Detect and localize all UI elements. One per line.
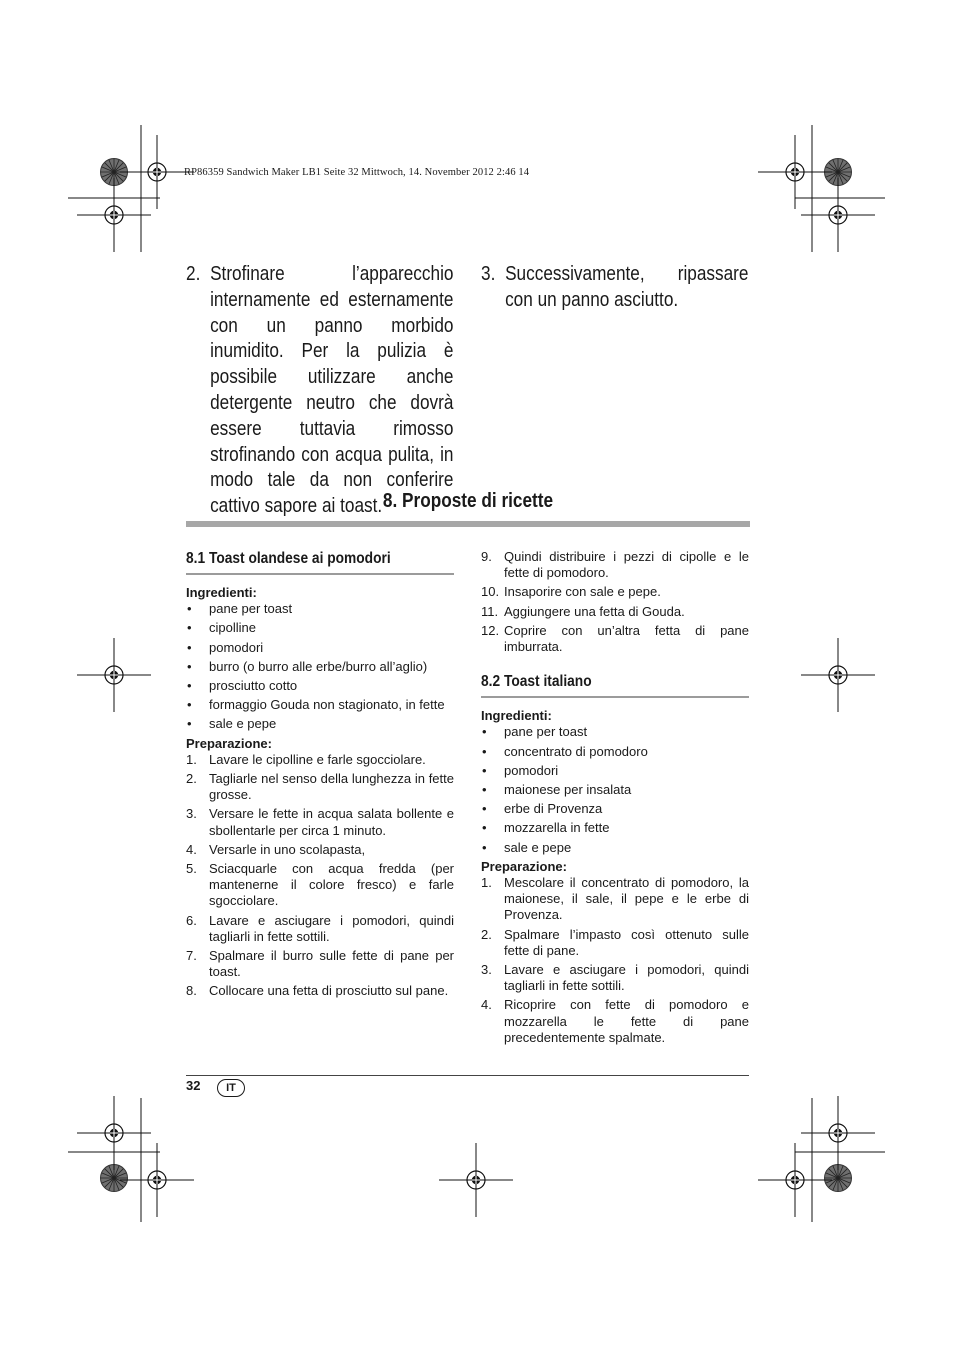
preparation-label: Preparazione: <box>186 735 272 751</box>
list-item: 1. Lavare le cipolline e farle sgocciolare. <box>186 751 426 767</box>
list-item: 8. Collocare una fetta di prosciutto sul pane. <box>186 983 449 999</box>
preparation-label: Preparazione: <box>481 858 567 874</box>
list-item: • sale e pepe <box>481 840 749 856</box>
list-item: 3. Lavare e asciugare i pomodori, quindi tagliarli in fette sottili. <box>481 962 749 994</box>
step-text: Strofinare l’apparecchio internamente ed esternamente con un panno morbido inumidito. Per la pulizia è possibile utilizzare anche detergente neutro che dovrà essere tuttavia rimosso strofinando con acqua pulita, in modo tale da non conferire cattivo sapore ai toast. <box>210 263 454 518</box>
list-item: 3. Versare le fette in acqua salata bollente e sbollentarle per circa 1 minuto. <box>186 806 454 838</box>
recipe-title: 8.1 Toast olandese ai pomodori <box>186 550 391 567</box>
section-rule <box>186 521 750 527</box>
ingredients-label: Ingredienti: <box>481 708 552 724</box>
list-item: • formaggio Gouda non stagionato, in fette <box>186 697 454 713</box>
ingredients-list <box>186 601 454 732</box>
ingredients-label: Ingredienti: <box>186 585 257 600</box>
preparation-list-continued <box>481 549 749 655</box>
preparation-list <box>186 752 454 1000</box>
list-item: 2. Tagliarle nel senso della lunghezza in fette grosse. <box>186 771 454 803</box>
list-item: 4. Versarle in uno scolapasta, <box>186 841 366 857</box>
recipe-title: 8.2 Toast italiano <box>481 673 592 691</box>
list-item: • pane per toast <box>481 724 749 740</box>
list-item: • concentrato di pomodoro <box>481 744 749 760</box>
list-item: 1. Mescolare il concentrato di pomodoro, la maionese, il sale, il pepe e le erbe di Provenza. <box>481 875 749 923</box>
list-item: • pomodori <box>186 640 454 656</box>
footer-rule <box>186 1075 749 1076</box>
list-item: • pane per toast <box>186 601 454 617</box>
language-badge: IT <box>217 1079 245 1097</box>
list-item: 7. Spalmare il burro sulle fette di pane per toast. <box>186 948 454 980</box>
list-item: • pomodori <box>481 763 749 779</box>
list-item: 4. Ricoprire con fette di pomodoro e mozzarella le fette di pane precedentemente spalmate. <box>481 997 749 1045</box>
list-item: • prosciutto cotto <box>186 678 454 694</box>
list-item: 9. Quindi distribuire i pezzi di cipolle e le fette di pomodoro. <box>481 549 749 581</box>
list-item: 11. Aggiungere una fetta di Gouda. <box>481 603 685 619</box>
list-item: 6. Lavare e asciugare i pomodori, quindi tagliarli in fette sottili. <box>186 912 454 944</box>
list-item: • mozzarella in fette <box>481 820 749 836</box>
list-item: • erbe di Provenza <box>481 801 749 817</box>
cleaning-step-2 <box>186 262 453 520</box>
recipe-title-rule <box>186 573 454 575</box>
list-item: • maionese per insalata <box>481 782 749 798</box>
step-number: 3. <box>481 263 496 285</box>
ingredients-list <box>481 724 749 855</box>
section-title: 8. Proposte di ricette <box>382 490 554 512</box>
preparation-list <box>481 875 749 1046</box>
step-text: Successivamente, ripassare con un panno asciutto. <box>505 263 749 311</box>
page-number: 32 <box>186 1078 201 1093</box>
list-item: • cipolline <box>186 620 454 636</box>
list-item: 12. Coprire con un’altra fetta di pane imburrata. <box>481 622 749 655</box>
list-item: 10. Insaporire con sale e pepe. <box>481 584 661 600</box>
left-column <box>186 546 454 1003</box>
recipe-title-rule <box>481 696 749 698</box>
list-item: 2. Spalmare l’impasto così ottenuto sulle fette di pane. <box>481 926 749 958</box>
step-number: 2. <box>186 263 201 285</box>
print-slug: RP86359 Sandwich Maker LB1 Seite 32 Mittwoch, 14. November 2012 2:46 14 <box>184 167 530 178</box>
right-column <box>481 546 749 1049</box>
cleaning-step-3 <box>481 262 748 314</box>
list-item: 5. Sciacquarle con acqua fredda (per mantenerne il colore fresco) e farle sgocciolare. <box>186 861 454 909</box>
list-item: • burro (o burro alle erbe/burro all’aglio) <box>186 659 454 675</box>
list-item: • sale e pepe <box>186 716 454 732</box>
